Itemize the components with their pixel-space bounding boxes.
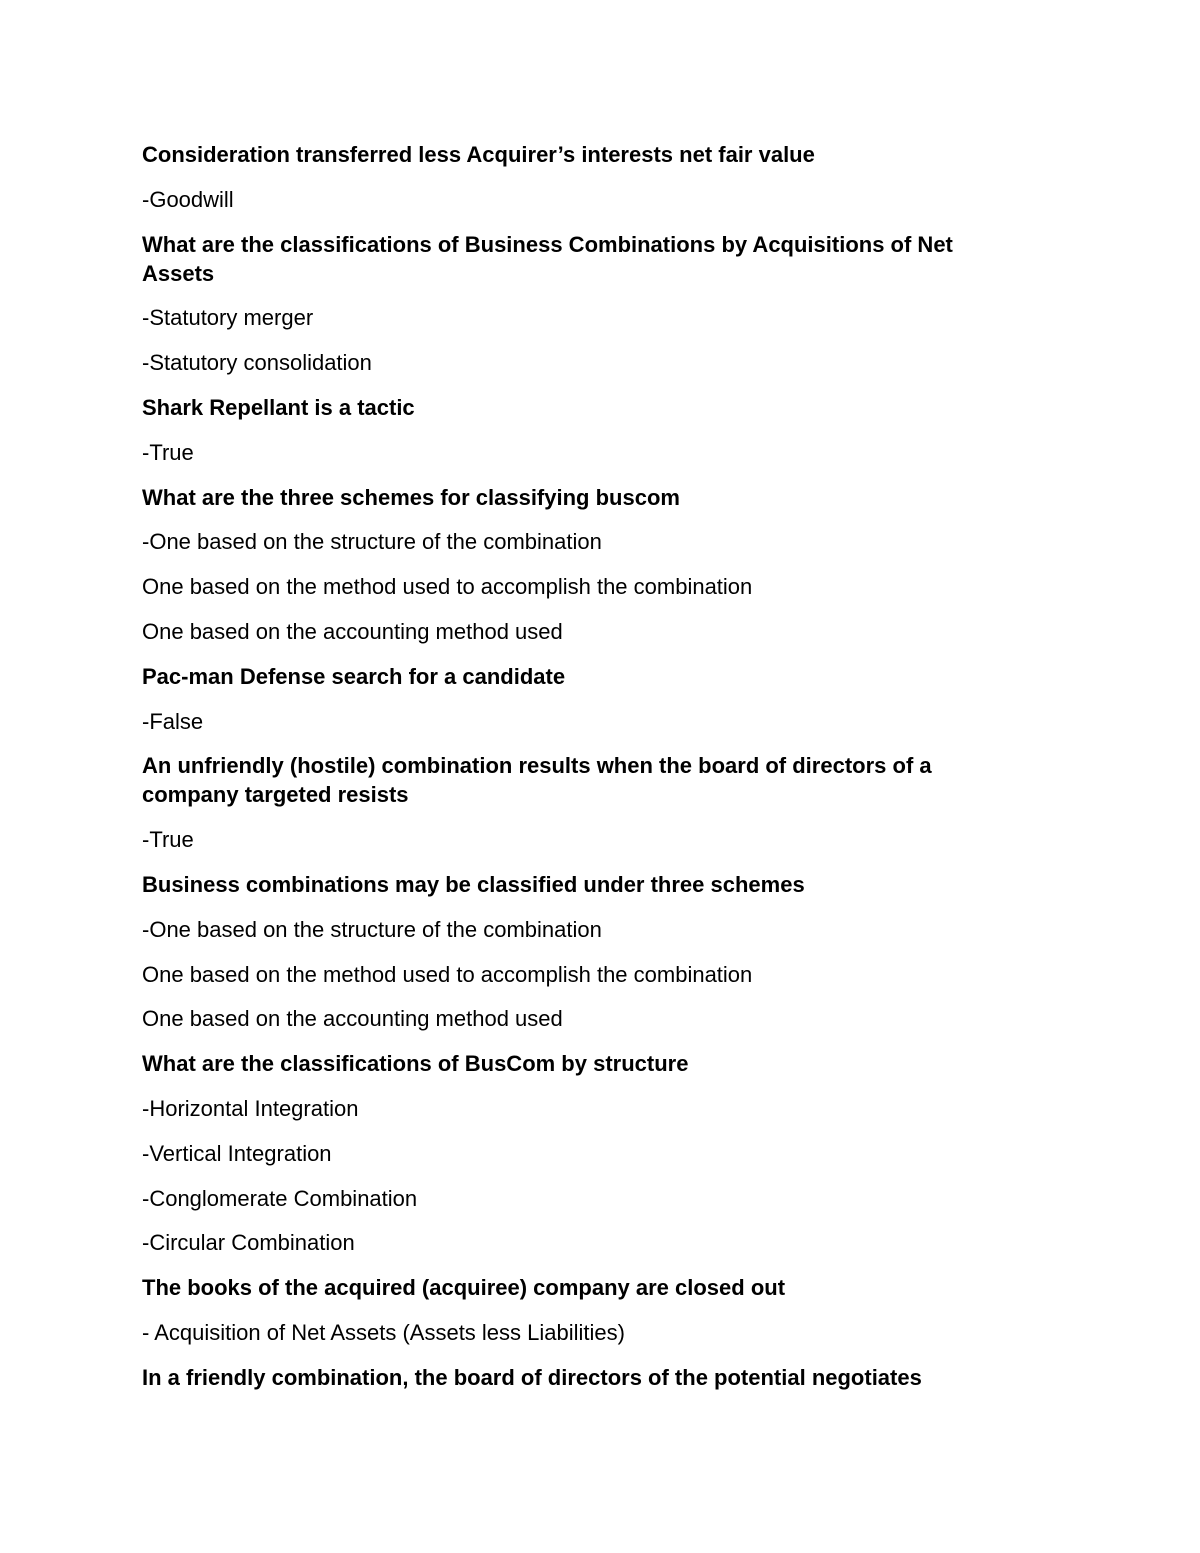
question-text: In a friendly combination, the board of directors of the potential negotiates (142, 1364, 922, 1390)
answer-text: -Horizontal Integration (142, 1095, 359, 1121)
answer-text: -True (142, 439, 194, 465)
question-text: Business combinations may be classified under three schemes (142, 871, 805, 897)
answer-text: -One based on the structure of the combination (142, 529, 602, 555)
answer-text: -One based on the structure of the combination (142, 916, 602, 942)
question-text: What are the classifications of Business Combinations by Acquisitions of Net Assets (142, 231, 953, 286)
answer-text: -Statutory merger (142, 305, 314, 331)
question-text: Pac-man Defense search for a candidate (142, 663, 566, 689)
answer-text: -Vertical Integration (142, 1140, 332, 1166)
answer-text: -Conglomerate Combination (142, 1185, 418, 1211)
answer-text: -Goodwill (142, 186, 234, 212)
answer-text: One based on the method used to accomplish the combination (142, 961, 753, 987)
answer-text: - Acquisition of Net Assets (Assets less Liabilities) (142, 1319, 625, 1345)
answer-text: -Statutory consolidation (142, 350, 372, 376)
question-text: Shark Repellant is a tactic (142, 394, 415, 420)
answer-text: One based on the method used to accomplish the combination (142, 574, 753, 600)
question-text: What are the classifications of BusCom by structure (142, 1051, 689, 1077)
question-text: The books of the acquired (acquiree) company are closed out (142, 1275, 786, 1301)
answer-text: -Circular Combination (142, 1230, 355, 1256)
document-body (142, 140, 1022, 1408)
question-text: Consideration transferred less Acquirer’s interests net fair value (142, 142, 815, 167)
question-text: What are the three schemes for classifying buscom (142, 484, 680, 510)
answer-text: -True (142, 827, 194, 853)
answer-text: One based on the accounting method used (142, 618, 563, 644)
question-text: An unfriendly (hostile) combination results when the board of directors of a company targeted resists (142, 753, 932, 808)
answer-text: One based on the accounting method used (142, 1006, 563, 1032)
answer-text: -False (142, 708, 204, 734)
